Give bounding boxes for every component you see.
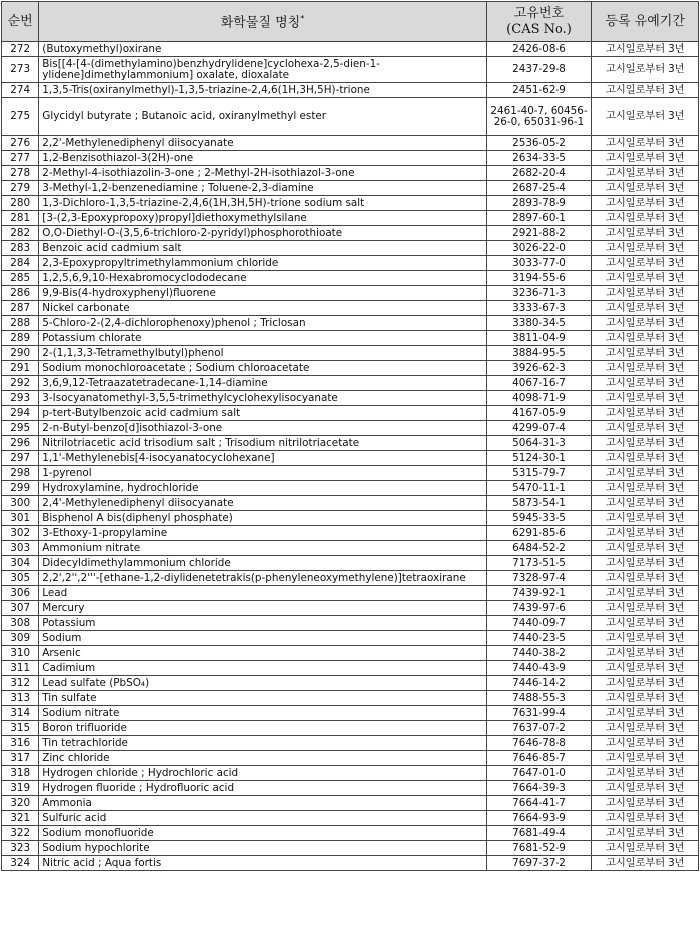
row-grace-period: 고시일로부터 3년 [592, 436, 699, 451]
row-chemical-name: Arsenic [39, 646, 486, 661]
row-serial-number: 292 [2, 376, 39, 391]
header-cas-number [486, 2, 592, 42]
row-grace-period: 고시일로부터 3년 [592, 841, 699, 856]
row-cas-number: 2426-08-6 [486, 42, 592, 57]
table-row [2, 511, 699, 526]
table-row [2, 451, 699, 466]
table-row [2, 271, 699, 286]
row-serial-number: 302 [2, 526, 39, 541]
row-chemical-name: 2,4'-Methylenediphenyl diisocyanate [39, 496, 486, 511]
row-cas-number: 4167-05-9 [486, 406, 592, 421]
row-chemical-name: Boron trifluoride [39, 721, 486, 736]
table-row [2, 361, 699, 376]
row-chemical-name: 3,6,9,12-Tetraazatetradecane-1,14-diamine [39, 376, 486, 391]
header-footnote-mark: * [300, 14, 305, 24]
row-chemical-name: Cadimium [39, 661, 486, 676]
row-grace-period: 고시일로부터 3년 [592, 316, 699, 331]
row-cas-number: 3811-04-9 [486, 331, 592, 346]
row-cas-number: 7631-99-4 [486, 706, 592, 721]
row-cas-number: 3194-55-6 [486, 271, 592, 286]
row-cas-number: 7488-55-3 [486, 691, 592, 706]
row-grace-period: 고시일로부터 3년 [592, 631, 699, 646]
row-serial-number: 278 [2, 166, 39, 181]
row-grace-period: 고시일로부터 3년 [592, 811, 699, 826]
row-serial-number: 311 [2, 661, 39, 676]
row-cas-number: 5124-30-1 [486, 451, 592, 466]
row-cas-number: 2687-25-4 [486, 181, 592, 196]
row-chemical-name: Bis[[4-[4-(dimethylamino)benzhydrylidene]cyclohexa-2,5-dien-1-ylidene]dimethylammonium] oxalate, dioxalate [39, 57, 486, 83]
row-serial-number: 312 [2, 676, 39, 691]
row-grace-period: 고시일로부터 3년 [592, 271, 699, 286]
table-row [2, 421, 699, 436]
row-cas-number: 2536-05-2 [486, 136, 592, 151]
table-row [2, 586, 699, 601]
table-row [2, 301, 699, 316]
row-cas-number: 5470-11-1 [486, 481, 592, 496]
row-grace-period: 고시일로부터 3년 [592, 571, 699, 586]
row-chemical-name: Bisphenol A bis(diphenyl phosphate) [39, 511, 486, 526]
row-grace-period: 고시일로부터 3년 [592, 541, 699, 556]
row-grace-period: 고시일로부터 3년 [592, 98, 699, 136]
row-grace-period: 고시일로부터 3년 [592, 346, 699, 361]
row-chemical-name: Potassium [39, 616, 486, 631]
row-chemical-name: Zinc chloride [39, 751, 486, 766]
row-cas-number: 7439-92-1 [486, 586, 592, 601]
row-chemical-name: 9,9-Bis(4-hydroxyphenyl)fluorene [39, 286, 486, 301]
table-row [2, 541, 699, 556]
row-cas-number: 7439-97-6 [486, 601, 592, 616]
row-serial-number: 282 [2, 226, 39, 241]
table-row [2, 631, 699, 646]
row-chemical-name: 3-Methyl-1,2-benzenediamine ; Toluene-2,3-diamine [39, 181, 486, 196]
row-grace-period: 고시일로부터 3년 [592, 466, 699, 481]
row-cas-number: 2451-62-9 [486, 83, 592, 98]
header-cas-line2: (CAS No.) [506, 21, 572, 37]
row-grace-period: 고시일로부터 3년 [592, 421, 699, 436]
row-cas-number: 3026-22-0 [486, 241, 592, 256]
row-serial-number: 320 [2, 796, 39, 811]
chemical-registration-table [1, 1, 699, 871]
row-chemical-name: Nitrilotriacetic acid trisodium salt ; Trisodium nitrilotriacetate [39, 436, 486, 451]
table-row [2, 166, 699, 181]
row-chemical-name: 1,3-Dichloro-1,3,5-triazine-2,4,6(1H,3H,5H)-trione sodium salt [39, 196, 486, 211]
row-grace-period: 고시일로부터 3년 [592, 766, 699, 781]
row-serial-number: 317 [2, 751, 39, 766]
row-serial-number: 314 [2, 706, 39, 721]
row-grace-period: 고시일로부터 3년 [592, 376, 699, 391]
row-serial-number: 307 [2, 601, 39, 616]
table-row [2, 781, 699, 796]
row-serial-number: 322 [2, 826, 39, 841]
row-grace-period: 고시일로부터 3년 [592, 211, 699, 226]
row-grace-period: 고시일로부터 3년 [592, 676, 699, 691]
row-grace-period: 고시일로부터 3년 [592, 616, 699, 631]
row-chemical-name: Benzoic acid cadmium salt [39, 241, 486, 256]
row-cas-number: 7440-09-7 [486, 616, 592, 631]
row-cas-number: 5315-79-7 [486, 466, 592, 481]
row-grace-period: 고시일로부터 3년 [592, 151, 699, 166]
row-serial-number: 315 [2, 721, 39, 736]
table-row [2, 676, 699, 691]
row-cas-number: 2461-40-7, 60456-26-0, 65031-96-1 [486, 98, 592, 136]
row-serial-number: 304 [2, 556, 39, 571]
row-serial-number: 298 [2, 466, 39, 481]
row-grace-period: 고시일로부터 3년 [592, 736, 699, 751]
row-grace-period: 고시일로부터 3년 [592, 661, 699, 676]
row-cas-number: 7637-07-2 [486, 721, 592, 736]
row-cas-number: 7440-23-5 [486, 631, 592, 646]
table-row [2, 181, 699, 196]
row-grace-period: 고시일로부터 3년 [592, 406, 699, 421]
table-row [2, 616, 699, 631]
row-grace-period: 고시일로부터 3년 [592, 166, 699, 181]
row-grace-period: 고시일로부터 3년 [592, 481, 699, 496]
row-serial-number: 293 [2, 391, 39, 406]
table-row [2, 136, 699, 151]
row-cas-number: 7328-97-4 [486, 571, 592, 586]
header-chemical-name-label: 화학물질 명칭 [220, 15, 301, 31]
row-grace-period: 고시일로부터 3년 [592, 57, 699, 83]
row-grace-period: 고시일로부터 3년 [592, 781, 699, 796]
row-serial-number: 313 [2, 691, 39, 706]
row-chemical-name: Glycidyl butyrate ; Butanoic acid, oxiranylmethyl ester [39, 98, 486, 136]
table-row [2, 256, 699, 271]
table-row [2, 466, 699, 481]
row-serial-number: 295 [2, 421, 39, 436]
row-grace-period: 고시일로부터 3년 [592, 511, 699, 526]
row-grace-period: 고시일로부터 3년 [592, 241, 699, 256]
table-row [2, 646, 699, 661]
row-chemical-name: 2,3-Epoxypropyltrimethylammonium chloride [39, 256, 486, 271]
row-serial-number: 310 [2, 646, 39, 661]
row-grace-period: 고시일로부터 3년 [592, 856, 699, 871]
row-chemical-name: Nickel carbonate [39, 301, 486, 316]
row-serial-number: 309 [2, 631, 39, 646]
row-chemical-name: 5-Chloro-2-(2,4-dichlorophenoxy)phenol ; Triclosan [39, 316, 486, 331]
row-chemical-name: Mercury [39, 601, 486, 616]
row-cas-number: 7646-85-7 [486, 751, 592, 766]
row-cas-number: 7697-37-2 [486, 856, 592, 871]
table-row [2, 766, 699, 781]
row-grace-period: 고시일로부터 3년 [592, 331, 699, 346]
row-cas-number: 4299-07-4 [486, 421, 592, 436]
table-row [2, 83, 699, 98]
row-cas-number: 3033-77-0 [486, 256, 592, 271]
row-chemical-name: O,O-Diethyl-O-(3,5,6-trichloro-2-pyridyl)phosphorothioate [39, 226, 486, 241]
row-cas-number: 4067-16-7 [486, 376, 592, 391]
table-row [2, 721, 699, 736]
row-grace-period: 고시일로부터 3년 [592, 826, 699, 841]
table-row [2, 496, 699, 511]
row-cas-number: 5873-54-1 [486, 496, 592, 511]
table-row [2, 241, 699, 256]
row-serial-number: 316 [2, 736, 39, 751]
row-serial-number: 305 [2, 571, 39, 586]
row-chemical-name: 2,2',2'',2'''-[ethane-1,2-diylidenetetrakis(p-phenyleneoxymethylene)]tetraoxirane [39, 571, 486, 586]
row-cas-number: 7440-38-2 [486, 646, 592, 661]
row-serial-number: 276 [2, 136, 39, 151]
row-chemical-name: 1-pyrenol [39, 466, 486, 481]
row-cas-number: 2682-20-4 [486, 166, 592, 181]
row-serial-number: 286 [2, 286, 39, 301]
table-row [2, 376, 699, 391]
row-serial-number: 300 [2, 496, 39, 511]
table-row [2, 856, 699, 871]
table-row [2, 556, 699, 571]
row-chemical-name: Lead sulfate (PbSO₄) [39, 676, 486, 691]
row-serial-number: 319 [2, 781, 39, 796]
row-grace-period: 고시일로부터 3년 [592, 301, 699, 316]
row-cas-number: 7647-01-0 [486, 766, 592, 781]
table-row [2, 406, 699, 421]
row-cas-number: 2897-60-1 [486, 211, 592, 226]
row-serial-number: 280 [2, 196, 39, 211]
row-chemical-name: 2-(1,1,3,3-Tetramethylbutyl)phenol [39, 346, 486, 361]
row-chemical-name: Hydroxylamine, hydrochloride [39, 481, 486, 496]
row-cas-number: 3884-95-5 [486, 346, 592, 361]
row-serial-number: 318 [2, 766, 39, 781]
row-cas-number: 7681-49-4 [486, 826, 592, 841]
row-cas-number: 7664-41-7 [486, 796, 592, 811]
row-chemical-name: Tin sulfate [39, 691, 486, 706]
row-cas-number: 3380-34-5 [486, 316, 592, 331]
table-row [2, 331, 699, 346]
row-serial-number: 299 [2, 481, 39, 496]
table-row [2, 286, 699, 301]
table-row [2, 211, 699, 226]
row-serial-number: 321 [2, 811, 39, 826]
table-row [2, 316, 699, 331]
table-row [2, 826, 699, 841]
row-chemical-name: Tin tetrachloride [39, 736, 486, 751]
row-serial-number: 287 [2, 301, 39, 316]
table-row [2, 841, 699, 856]
row-chemical-name: Nitric acid ; Aqua fortis [39, 856, 486, 871]
table-row [2, 481, 699, 496]
row-serial-number: 285 [2, 271, 39, 286]
row-grace-period: 고시일로부터 3년 [592, 196, 699, 211]
row-grace-period: 고시일로부터 3년 [592, 226, 699, 241]
row-chemical-name: 1,3,5-Tris(oxiranylmethyl)-1,3,5-triazine-2,4,6(1H,3H,5H)-trione [39, 83, 486, 98]
header-grace-period: 등록 유예기간 [592, 2, 699, 42]
table-row [2, 736, 699, 751]
row-serial-number: 323 [2, 841, 39, 856]
table-row [2, 691, 699, 706]
table-row [2, 706, 699, 721]
row-serial-number: 291 [2, 361, 39, 376]
table-row [2, 391, 699, 406]
header-row [2, 2, 699, 42]
row-grace-period: 고시일로부터 3년 [592, 721, 699, 736]
table-row [2, 571, 699, 586]
table-row [2, 57, 699, 83]
row-chemical-name: Potassium chlorate [39, 331, 486, 346]
row-grace-period: 고시일로부터 3년 [592, 796, 699, 811]
row-serial-number: 306 [2, 586, 39, 601]
table-row [2, 661, 699, 676]
row-serial-number: 303 [2, 541, 39, 556]
row-serial-number: 272 [2, 42, 39, 57]
row-cas-number: 2437-29-8 [486, 57, 592, 83]
row-grace-period: 고시일로부터 3년 [592, 83, 699, 98]
row-grace-period: 고시일로부터 3년 [592, 256, 699, 271]
row-grace-period: 고시일로부터 3년 [592, 646, 699, 661]
row-cas-number: 2634-33-5 [486, 151, 592, 166]
row-serial-number: 273 [2, 57, 39, 83]
row-serial-number: 281 [2, 211, 39, 226]
row-chemical-name: 3-Ethoxy-1-propylamine [39, 526, 486, 541]
row-cas-number: 6484-52-2 [486, 541, 592, 556]
row-cas-number: 4098-71-9 [486, 391, 592, 406]
row-cas-number: 6291-85-6 [486, 526, 592, 541]
row-grace-period: 고시일로부터 3년 [592, 691, 699, 706]
row-cas-number: 2921-88-2 [486, 226, 592, 241]
table-header [2, 2, 699, 42]
row-serial-number: 274 [2, 83, 39, 98]
row-chemical-name: 2,2'-Methylenediphenyl diisocyanate [39, 136, 486, 151]
row-cas-number: 7446-14-2 [486, 676, 592, 691]
table-row [2, 151, 699, 166]
table-row [2, 196, 699, 211]
row-chemical-name: Lead [39, 586, 486, 601]
row-grace-period: 고시일로부터 3년 [592, 181, 699, 196]
row-grace-period: 고시일로부터 3년 [592, 42, 699, 57]
row-chemical-name: Sulfuric acid [39, 811, 486, 826]
table-row [2, 811, 699, 826]
table-row [2, 98, 699, 136]
row-serial-number: 275 [2, 98, 39, 136]
row-grace-period: 고시일로부터 3년 [592, 136, 699, 151]
row-serial-number: 288 [2, 316, 39, 331]
row-chemical-name: Sodium hypochlorite [39, 841, 486, 856]
row-grace-period: 고시일로부터 3년 [592, 706, 699, 721]
row-serial-number: 283 [2, 241, 39, 256]
table-row [2, 346, 699, 361]
row-cas-number: 3926-62-3 [486, 361, 592, 376]
row-grace-period: 고시일로부터 3년 [592, 391, 699, 406]
row-serial-number: 296 [2, 436, 39, 451]
row-grace-period: 고시일로부터 3년 [592, 451, 699, 466]
row-serial-number: 279 [2, 181, 39, 196]
row-chemical-name: 2-n-Butyl-benzo[d]isothiazol-3-one [39, 421, 486, 436]
row-chemical-name: Sodium monofluoride [39, 826, 486, 841]
table-row [2, 226, 699, 241]
row-cas-number: 7646-78-8 [486, 736, 592, 751]
row-chemical-name: [3-(2,3-Epoxypropoxy)propyl]diethoxymethylsilane [39, 211, 486, 226]
row-chemical-name: 1,1'-Methylenebis[4-isocyanatocyclohexane] [39, 451, 486, 466]
row-cas-number: 2893-78-9 [486, 196, 592, 211]
row-grace-period: 고시일로부터 3년 [592, 361, 699, 376]
row-cas-number: 7664-93-9 [486, 811, 592, 826]
row-serial-number: 308 [2, 616, 39, 631]
row-cas-number: 5064-31-3 [486, 436, 592, 451]
row-chemical-name: p-tert-Butylbenzoic acid cadmium salt [39, 406, 486, 421]
row-chemical-name: Hydrogen fluoride ; Hydrofluoric acid [39, 781, 486, 796]
table-row [2, 751, 699, 766]
table-row [2, 42, 699, 57]
header-serial-number: 순번 [2, 2, 39, 42]
row-chemical-name: 1,2,5,6,9,10-Hexabromocyclododecane [39, 271, 486, 286]
row-chemical-name: Sodium nitrate [39, 706, 486, 721]
row-cas-number: 7681-52-9 [486, 841, 592, 856]
row-chemical-name: Sodium [39, 631, 486, 646]
row-cas-number: 7664-39-3 [486, 781, 592, 796]
table-row [2, 526, 699, 541]
row-cas-number: 7440-43-9 [486, 661, 592, 676]
header-chemical-name [39, 2, 486, 42]
row-serial-number: 284 [2, 256, 39, 271]
row-grace-period: 고시일로부터 3년 [592, 526, 699, 541]
row-grace-period: 고시일로부터 3년 [592, 556, 699, 571]
row-grace-period: 고시일로부터 3년 [592, 586, 699, 601]
row-grace-period: 고시일로부터 3년 [592, 751, 699, 766]
row-serial-number: 290 [2, 346, 39, 361]
row-grace-period: 고시일로부터 3년 [592, 496, 699, 511]
row-serial-number: 294 [2, 406, 39, 421]
row-chemical-name: 3-Isocyanatomethyl-3,5,5-trimethylcyclohexylisocyanate [39, 391, 486, 406]
row-chemical-name: Didecyldimethylammonium chloride [39, 556, 486, 571]
row-chemical-name: Hydrogen chloride ; Hydrochloric acid [39, 766, 486, 781]
table-row [2, 436, 699, 451]
row-cas-number: 5945-33-5 [486, 511, 592, 526]
row-chemical-name: Sodium monochloroacetate ; Sodium chloroacetate [39, 361, 486, 376]
row-grace-period: 고시일로부터 3년 [592, 601, 699, 616]
row-cas-number: 3333-67-3 [486, 301, 592, 316]
table-row [2, 796, 699, 811]
row-chemical-name: Ammonium nitrate [39, 541, 486, 556]
row-chemical-name: 1,2-Benzisothiazol-3(2H)-one [39, 151, 486, 166]
row-serial-number: 277 [2, 151, 39, 166]
row-cas-number: 7173-51-5 [486, 556, 592, 571]
row-chemical-name: (Butoxymethyl)oxirane [39, 42, 486, 57]
row-serial-number: 297 [2, 451, 39, 466]
header-cas-line1: 고유번호 [513, 5, 565, 21]
row-grace-period: 고시일로부터 3년 [592, 286, 699, 301]
row-serial-number: 324 [2, 856, 39, 871]
row-chemical-name: Ammonia [39, 796, 486, 811]
row-serial-number: 289 [2, 331, 39, 346]
row-serial-number: 301 [2, 511, 39, 526]
table-row [2, 601, 699, 616]
table-body [2, 42, 699, 871]
row-cas-number: 3236-71-3 [486, 286, 592, 301]
row-chemical-name: 2-Methyl-4-isothiazolin-3-one ; 2-Methyl-2H-isothiazol-3-one [39, 166, 486, 181]
